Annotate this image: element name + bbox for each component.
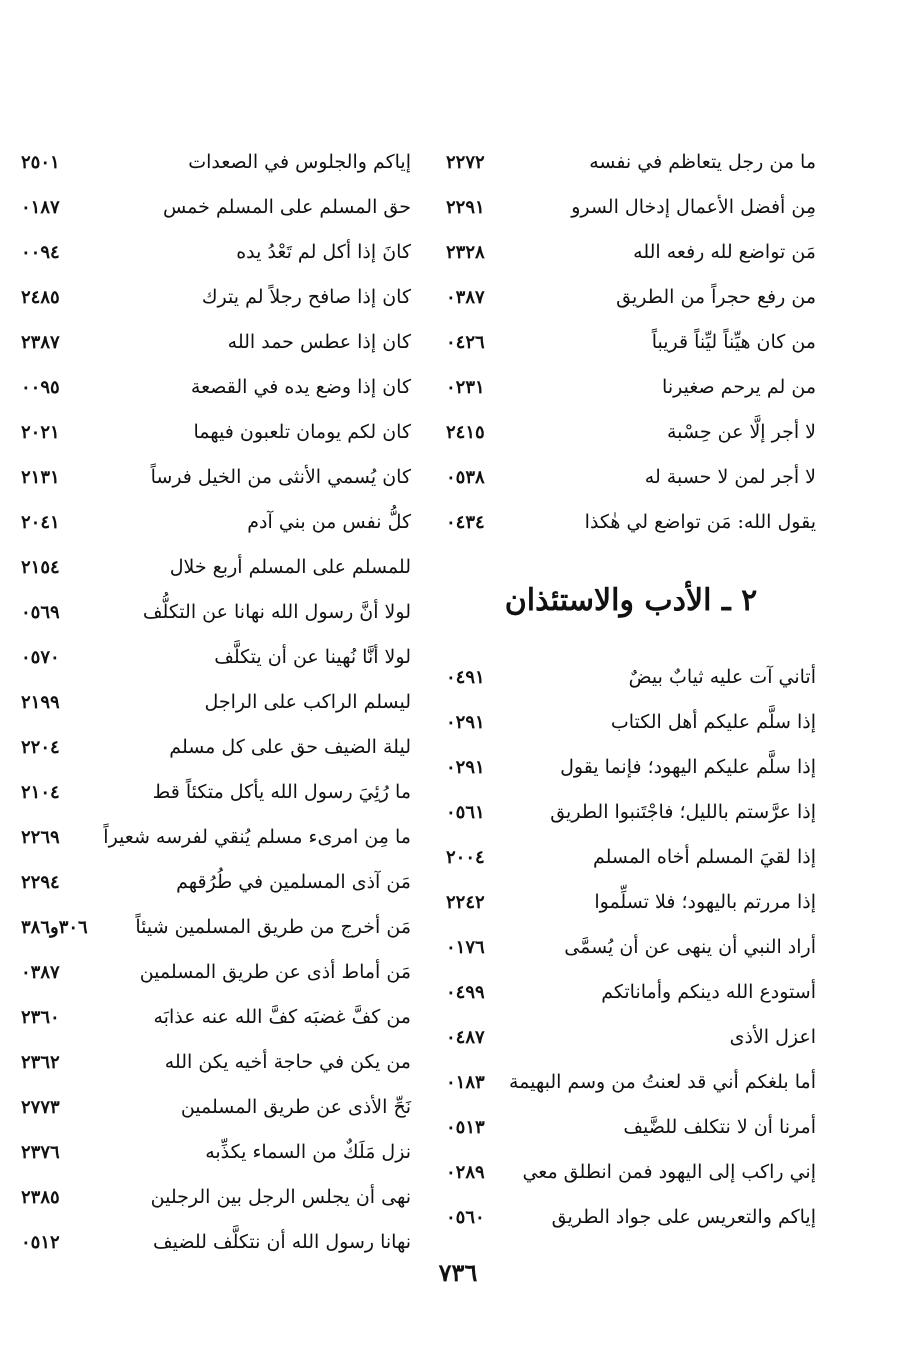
- index-entry: [21, 815, 411, 860]
- entry-number: ٠٢٣١: [446, 376, 485, 398]
- index-entry: [446, 230, 816, 275]
- entry-text: ليلة الضيف حق على كل مسلم: [169, 736, 411, 758]
- entry-number: ٠٥٦٩: [21, 601, 60, 623]
- entry-number: ٠٤٩٩: [446, 981, 485, 1003]
- right-column-entries-top: [446, 140, 816, 545]
- entry-number: ٠٤٣٤: [446, 511, 485, 533]
- entry-text: إذا سلَّم عليكم اليهود؛ فإنما يقول: [560, 756, 816, 778]
- entry-text: إذا مررتم باليهود؛ فلا تسلِّموا: [594, 891, 816, 913]
- entry-text: للمسلم على المسلم أربع خلال: [169, 556, 411, 578]
- entry-text: مَن أماط أذى عن طريق المسلمين: [139, 961, 411, 983]
- entry-number: ٠٤٨٧: [446, 1026, 485, 1048]
- entry-text: نهانا رسول الله أن نتكلَّف للضيف: [152, 1231, 411, 1253]
- entry-number: ٠٥٦٠: [446, 1206, 485, 1228]
- entry-text: حق المسلم على المسلم خمس: [162, 196, 411, 218]
- entry-text: من كفَّ غضبَه كفَّ الله عنه عذابَه: [153, 1006, 411, 1028]
- entry-text: مَن تواضع لله رفعه الله: [633, 241, 816, 263]
- index-entry: [21, 770, 411, 815]
- index-entry: [21, 1040, 411, 1085]
- index-entry: [446, 1015, 816, 1060]
- index-entry: [21, 275, 411, 320]
- index-entry: [21, 680, 411, 725]
- entry-text: من كان هيِّناً ليِّناً قريباً: [651, 331, 816, 353]
- entry-number: ٠٣٨٧: [446, 286, 485, 308]
- index-entry: [446, 1060, 816, 1105]
- entry-number: ٠٤٢٦: [446, 331, 485, 353]
- index-entry: [446, 970, 816, 1015]
- entry-number: ٠٢٨٩: [446, 1161, 485, 1183]
- index-entry: [446, 140, 816, 185]
- index-entry: [21, 725, 411, 770]
- entry-number: ٢٧٧٣: [21, 1096, 60, 1118]
- index-entry: [446, 410, 816, 455]
- entry-number: ٠٥٧٠: [21, 646, 60, 668]
- page-number: ٧٣٦: [438, 1258, 478, 1287]
- entry-text: إني راكب إلى اليهود فمن انطلق معي: [522, 1161, 816, 1183]
- entry-text: نَحِّ الأذى عن طريق المسلمين: [180, 1096, 411, 1118]
- index-entry: [446, 1195, 816, 1240]
- entry-number: ٢٠٢١: [21, 421, 60, 443]
- index-entry: [21, 1130, 411, 1175]
- index-entry: [21, 635, 411, 680]
- right-column-entries-bottom: [446, 655, 816, 1240]
- index-entry: [446, 835, 816, 880]
- index-entry: [446, 500, 816, 545]
- entry-text: نزل مَلَكٌ من السماء يكذِّبه: [205, 1141, 411, 1163]
- entry-number: ٢١٥٤: [21, 556, 60, 578]
- entry-number: ٢٣٢٨: [446, 241, 485, 263]
- entry-number: ٠١٨٣: [446, 1071, 485, 1093]
- index-entry: [446, 275, 816, 320]
- entry-number: ٢٠٤١: [21, 511, 60, 533]
- entry-text: اعزل الأذى: [729, 1026, 816, 1048]
- index-entry: [21, 1175, 411, 1220]
- index-entry: [21, 410, 411, 455]
- entry-number: ٢٢٠٤: [21, 736, 60, 758]
- entry-number: ٢٢٤٢: [446, 891, 485, 913]
- entry-text: لا أجر إلَّا عن حِسْبة: [666, 421, 816, 443]
- index-entry: [446, 455, 816, 500]
- entry-number: ٢١٣١: [21, 466, 60, 488]
- index-entry: [446, 880, 816, 925]
- entry-text: أما بلغكم أني قد لعنتُ من وسم البهيمة: [508, 1071, 816, 1093]
- entry-text: من لم يرحم صغيرنا: [662, 376, 816, 398]
- index-entry: [446, 185, 816, 230]
- entry-text: مِن أفضل الأعمال إدخال السرو: [571, 196, 816, 218]
- entry-number: ٢٢٩١: [446, 196, 485, 218]
- left-column-entries: [21, 140, 411, 1265]
- entry-number: ٠٣٨٧: [21, 961, 60, 983]
- entry-text: أتاني آت عليه ثيابٌ بيضٌ: [628, 666, 816, 688]
- index-entry: [446, 790, 816, 835]
- entry-text: إذا لقيَ المسلم أخاه المسلم: [592, 846, 816, 868]
- entry-text: مَن أخرج من طريق المسلمين شيئاً: [135, 916, 411, 938]
- entry-number: ٢١٠٤: [21, 781, 60, 803]
- index-entry: [21, 995, 411, 1040]
- index-entry: [21, 905, 411, 950]
- entry-text: أستودع الله دينكم وأماناتكم: [601, 981, 816, 1003]
- index-entry: [21, 1085, 411, 1130]
- index-entry: [21, 500, 411, 545]
- entry-number: ٢٣٧٦: [21, 1141, 60, 1163]
- entry-text: أراد النبي أن ينهى عن أن يُسمَّى: [564, 936, 816, 958]
- index-entry: [446, 365, 816, 410]
- entry-number: ٢٤٨٥: [21, 286, 60, 308]
- entry-number: ٠٤٩١: [446, 666, 485, 688]
- entry-number: ٢٢٦٩: [21, 826, 60, 848]
- entry-number: ٠٠٩٥: [21, 376, 60, 398]
- entry-text: إذا عرَّستم بالليل؛ فاجْتَنبوا الطريق: [550, 801, 816, 823]
- index-entry: [446, 1150, 816, 1195]
- entry-text: كان لكم يومان تلعبون فيهما: [193, 421, 411, 443]
- entry-number: ٢٣٦٢: [21, 1051, 60, 1073]
- entry-text: ما رُئِيَ رسول الله يأكل متكئاً قط: [152, 781, 411, 803]
- entry-number: ٠١٨٧: [21, 196, 60, 218]
- entry-text: كان إذا صافح رجلاً لم يترك: [201, 286, 411, 308]
- index-entry: [21, 185, 411, 230]
- entry-number: ٢٤١٥: [446, 421, 485, 443]
- entry-number: ٠٢٩١: [446, 711, 485, 733]
- entry-number: ٠٥٦١: [446, 801, 485, 823]
- left-column: [21, 140, 411, 1265]
- index-entry: [446, 700, 816, 745]
- entry-text: كان إذا عطس حمد الله: [227, 331, 411, 353]
- entry-text: لا أجر لمن لا حسبة له: [644, 466, 816, 488]
- entry-number: ٢٣٨٧: [21, 331, 60, 353]
- index-entry: [446, 1105, 816, 1150]
- entry-text: كان يُسمي الأنثى من الخيل فرساً: [150, 466, 411, 488]
- entry-number: ٠٥١٣: [446, 1116, 485, 1138]
- index-entry: [21, 545, 411, 590]
- entry-number: ٢٣٨٥: [21, 1186, 60, 1208]
- index-entry: [21, 365, 411, 410]
- entry-number: ٢١٩٩: [21, 691, 60, 713]
- entry-number: ٢٢٧٢: [446, 151, 485, 173]
- entry-text: مَن آذى المسلمين في طُرُقهم: [176, 871, 411, 893]
- index-entry: [21, 950, 411, 995]
- index-entry: [21, 590, 411, 635]
- entry-text: من يكن في حاجة أخيه يكن الله: [164, 1051, 411, 1073]
- entry-text: كان إذا وضع يده في القصعة: [190, 376, 411, 398]
- entry-number: ٢٥٠١: [21, 151, 60, 173]
- entry-text: كانَ إذا أكل لم تَعْدُ يده: [236, 241, 411, 263]
- index-entry: [21, 455, 411, 500]
- entry-text: كلُّ نفس من بني آدم: [247, 511, 411, 533]
- entry-text: إياكم والتعريس على جواد الطريق: [551, 1206, 816, 1228]
- entry-number: ٠٢٩١: [446, 756, 485, 778]
- entry-text: ليسلم الراكب على الراجل: [204, 691, 411, 713]
- entry-number: ٣٠٦و٣٨٦: [21, 916, 88, 938]
- entry-number: ٢٣٦٠: [21, 1006, 60, 1028]
- entry-text: أمرنا أن لا نتكلف للضَّيف: [623, 1116, 816, 1138]
- entry-number: ٢٠٠٤: [446, 846, 485, 868]
- entry-text: لولا أنَّ رسول الله نهانا عن التكلُّف: [142, 601, 411, 623]
- entry-text: لولا أنَّا نُهينا عن أن يتكلَّف: [214, 646, 411, 668]
- entry-number: ٠٠٩٤: [21, 241, 60, 263]
- entry-text: ما مِن امرىء مسلم يُنقي لفرسه شعيراً: [103, 826, 411, 848]
- entry-text: إياكم والجلوس في الصعدات: [188, 151, 411, 173]
- index-entry: [446, 320, 816, 365]
- index-entry: [446, 925, 816, 970]
- index-entry: [21, 860, 411, 905]
- entry-text: يقول الله: مَن تواضع لي هٰكذا: [584, 511, 816, 533]
- entry-text: نهى أن يجلس الرجل بين الرجلين: [150, 1186, 411, 1208]
- entry-text: إذا سلَّم عليكم أهل الكتاب: [610, 711, 816, 733]
- right-column: [446, 140, 816, 1240]
- entry-number: ٠٥١٢: [21, 1231, 60, 1253]
- index-entry: [446, 655, 816, 700]
- index-entry: [446, 745, 816, 790]
- index-entry: [21, 230, 411, 275]
- entry-number: ٠١٧٦: [446, 936, 485, 958]
- index-entry: [21, 140, 411, 185]
- entry-text: ما من رجل يتعاظم في نفسه: [589, 151, 816, 173]
- entry-number: ٢٢٩٤: [21, 871, 60, 893]
- index-entry: [21, 320, 411, 365]
- entry-number: ٠٥٣٨: [446, 466, 485, 488]
- entry-text: من رفع حجراً من الطريق: [616, 286, 816, 308]
- section-heading: ٢ ـ الأدب والاستئذان: [504, 582, 758, 618]
